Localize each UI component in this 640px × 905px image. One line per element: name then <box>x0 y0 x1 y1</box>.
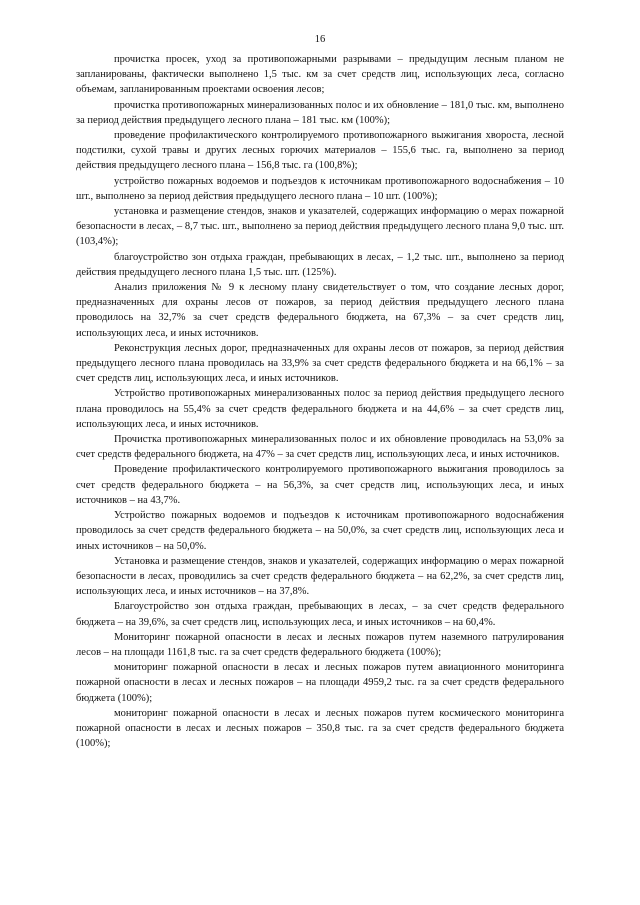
paragraph: прочистка противопожарных минерализованных полос и их обновление – 181,0 тыс. км, выполнено за период действия предыдущего лесного плана – 181 тыс. км (100%); <box>76 99 564 126</box>
paragraph: проведение профилактического контролируемого противопожарного выжигания хвороста, лесной подстилки, сухой травы и других лесных горючих материалов – 155,6 тыс. га, выполнено за период действия предыдущего лесного плана – 156,8 тыс. га (100,8%); <box>76 130 564 172</box>
paragraph: установка и размещение стендов, знаков и указателей, содержащих информацию о мерах пожарной безопасности в лесах, – 8,7 тыс. шт., выполнено за период действия предыдущего лесного плана 9,0 тыс. шт. (103,4%); <box>76 206 564 248</box>
paragraph: прочистка просек, уход за противопожарными разрывами – предыдущим лесным планом не запланированы, фактически выполнено 1,5 тыс. км за счет средств лиц, использующих леса, согласно объемам, запланированным проектами освоения лесов; <box>76 54 564 96</box>
paragraph: Мониторинг пожарной опасности в лесах и лесных пожаров путем наземного патрулирования лесов – на площади 1161,8 тыс. га за счет средств федерального бюджета (100%); <box>76 631 564 658</box>
paragraph: устройство пожарных водоемов и подъездов к источникам противопожарного водоснабжения – 10 шт., выполнено за период действия предыдущего лесного плана – 10 шт. (100%); <box>76 175 564 202</box>
paragraph: Благоустройство зон отдыха граждан, пребывающих в лесах, – за счет средств федерального бюджета – на 39,6%, за счет средств лиц, использующих леса, и иных источников – на 60,4%. <box>76 601 564 628</box>
paragraph: Реконструкция лесных дорог, предназначенных для охраны лесов от пожаров, за период действия предыдущего лесного плана проводилась на 33,9% за счет средств федерального бюджета и на 66,1% – за счет средств лиц, использующих леса, и иных источников. <box>76 342 564 385</box>
paragraph: Анализ приложения № 9 к лесному плану свидетельствует о том, что создание лесных дорог, предназначенных для охраны лесов от пожаров, за период действия предыдущего лесного плана проводилось на 32,7% за счет средств федерального бюджета, на 67,3% – за счет средств лиц, использующих леса, и иных источников. <box>76 282 564 339</box>
paragraph: Устройство противопожарных минерализованных полос за период действия предыдущего лесного плана проводилось на 55,4% за счет средств федерального бюджета и на 44,6% – за счет средств лиц, использующих леса, и иных источников. <box>76 388 564 430</box>
paragraph: мониторинг пожарной опасности в лесах и лесных пожаров путем авиационного мониторинга пожарной опасности в лесах и лесных пожаров – на площади 4959,2 тыс. га за счет средств федерального бюджета (100%); <box>76 662 564 704</box>
paragraph: Прочистка противопожарных минерализованных полос и их обновление проводилась на 53,0% за счет средств федерального бюджета, на 47% – за счет средств лиц, использующих леса, и иных источников. <box>76 434 564 461</box>
paragraph: мониторинг пожарной опасности в лесах и лесных пожаров путем космического мониторинга пожарной опасности в лесах и лесных пожаров – 350,8 тыс. га за счет средств федерального бюджета (100%); <box>76 707 564 750</box>
body-text <box>76 52 564 751</box>
paragraph: благоустройство зон отдыха граждан, пребывающих в лесах, – 1,2 тыс. шт., выполнено за период действия предыдущего лесного плана 1,5 тыс. шт. (125%). <box>76 251 564 278</box>
paragraph: Установка и размещение стендов, знаков и указателей, содержащих информацию о мерах пожарной безопасности в лесах, проводились за счет средств федерального бюджета – на 62,2%, за счет средств лиц, использующих леса, и иных источников – на 37,8%. <box>76 555 564 598</box>
paragraph: Устройство пожарных водоемов и подъездов к источникам противопожарного водоснабжения проводилось за счет средств федерального бюджета – на 50,0%, за счет средств лиц, использующих леса и иных источников – на 50,0%. <box>76 510 564 552</box>
paragraph: Проведение профилактического контролируемого противопожарного выжигания проводилось за счет средств федерального бюджета – на 56,3%, за счет средств лиц, использующих леса, и иных источников – на 43,7%. <box>76 464 564 506</box>
page-number: 16 <box>314 34 326 45</box>
